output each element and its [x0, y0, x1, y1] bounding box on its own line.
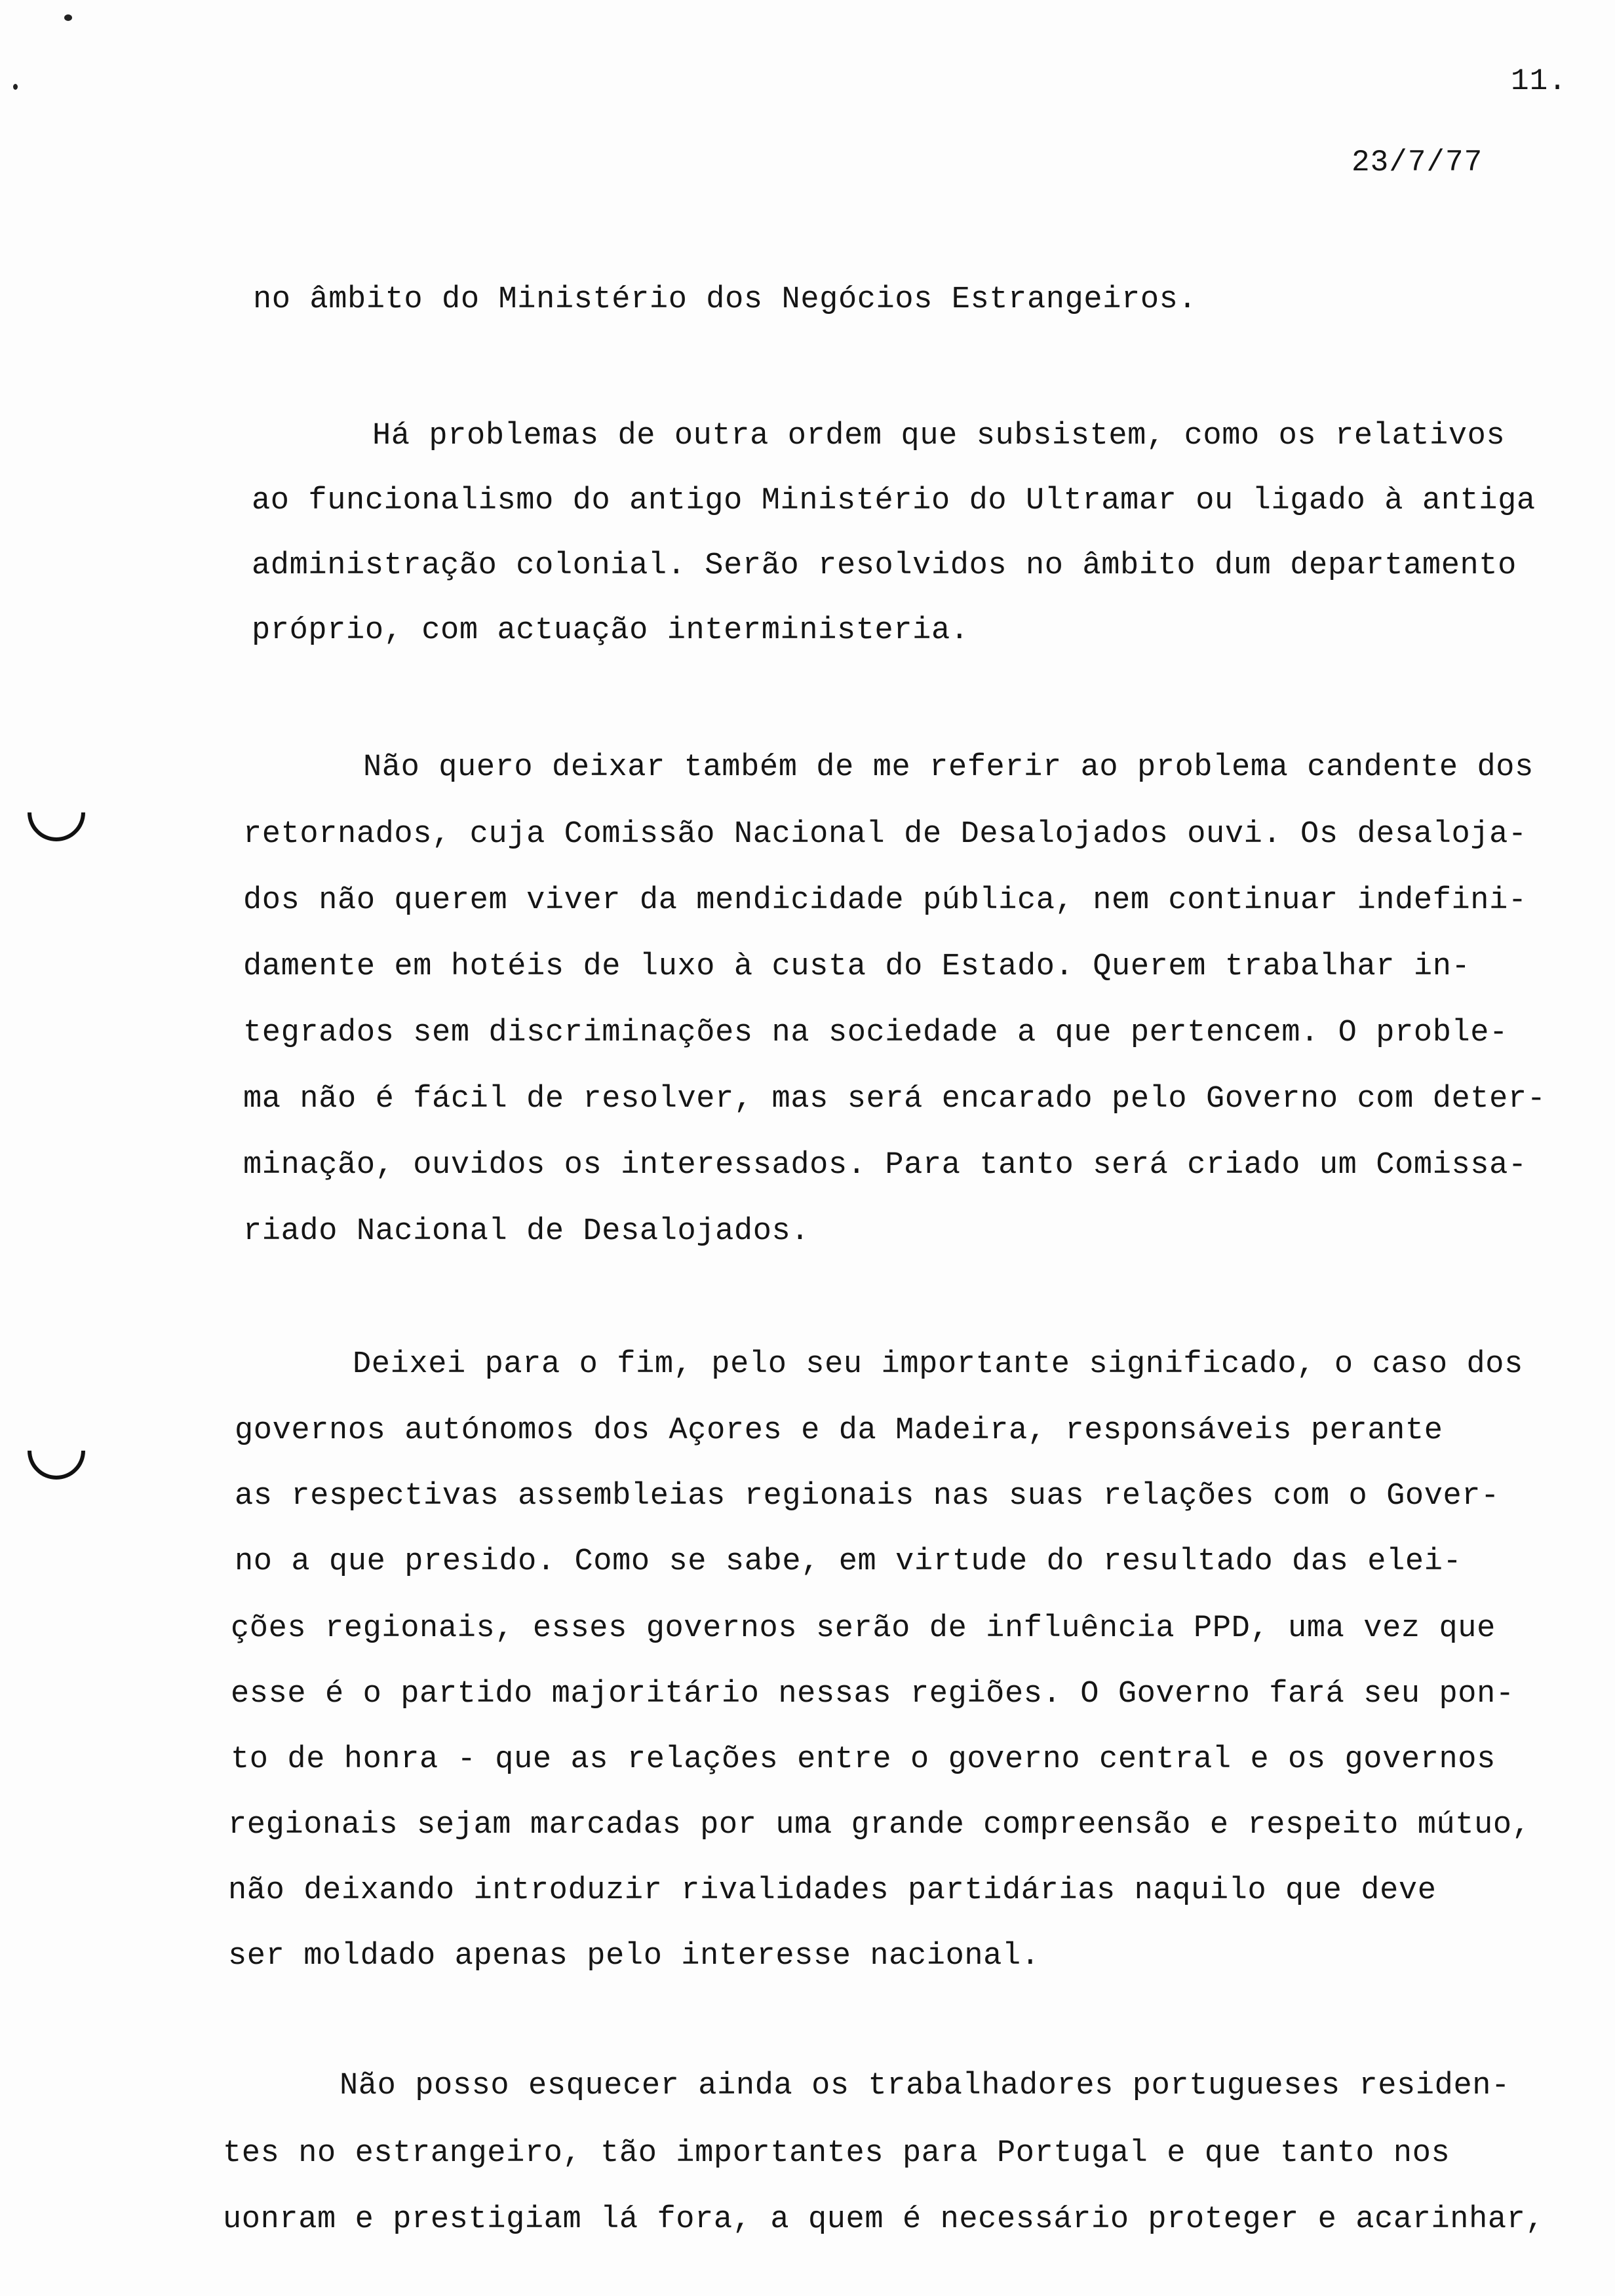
text-line: próprio, com actuação interministeria.: [252, 613, 969, 648]
text-line: Não quero deixar também de me referir ao problema candente dos: [363, 750, 1534, 785]
text-line: uonram e prestigiam lá fora, a quem é necessário proteger e acarinhar,: [223, 2202, 1545, 2237]
text-line: Deixei para o fim, pelo seu importante significado, o caso dos: [353, 1347, 1523, 1382]
margin-mark-top: [64, 14, 72, 21]
text-line: ma não é fácil de resolver, mas será encarado pelo Governo com deter-: [243, 1082, 1546, 1117]
text-line: Não posso esquecer ainda os trabalhadores portugueses residen-: [340, 2069, 1510, 2103]
binding-mark-upper: [16, 772, 97, 853]
text-line: riado Nacional de Desalojados.: [243, 1214, 810, 1249]
binding-mark-lower: [16, 1410, 97, 1491]
text-line: ao funcionalismo do antigo Ministério do Ultramar ou ligado à antiga: [252, 484, 1536, 518]
document-date: 23/7/77: [1352, 145, 1483, 180]
text-line: as respectivas assembleias regionais nas suas relações com o Gover-: [235, 1479, 1500, 1514]
text-line: esse é o partido majoritário nessas regiões. O Governo fará seu pon-: [231, 1677, 1515, 1712]
text-line: administração colonial. Serão resolvidos no âmbito dum departamento: [252, 548, 1517, 583]
margin-mark-side: [13, 84, 18, 90]
text-line: Há problemas de outra ordem que subsistem, como os relativos: [372, 419, 1506, 453]
text-line: não deixando introduzir rivalidades partidárias naquilo que deve: [228, 1873, 1437, 1908]
text-line: damente em hotéis de luxo à custa do Estado. Querem trabalhar in-: [243, 949, 1471, 984]
text-line: ções regionais, esses governos serão de influência PPD, uma vez que: [231, 1611, 1496, 1646]
text-line: regionais sejam marcadas por uma grande compreensão e respeito mútuo,: [228, 1808, 1531, 1843]
page-number: 11.: [1511, 64, 1567, 98]
text-line: tegrados sem discriminações na sociedade a que pertencem. O proble-: [243, 1016, 1508, 1050]
text-line: minação, ouvidos os interessados. Para tanto será criado um Comissa-: [243, 1148, 1527, 1183]
text-line: to de honra - que as relações entre o governo central e os governos: [231, 1742, 1496, 1777]
text-line: ser moldado apenas pelo interesse nacional.: [228, 1939, 1040, 1974]
text-line: tes no estrangeiro, tão importantes para Portugal e que tanto nos: [223, 2136, 1450, 2171]
text-line: retornados, cuja Comissão Nacional de Desalojados ouvi. Os desaloja-: [243, 817, 1527, 852]
text-line: no a que presido. Como se sabe, em virtude do resultado das elei-: [235, 1544, 1462, 1579]
text-line: no âmbito do Ministério dos Negócios Estrangeiros.: [253, 282, 1197, 317]
text-line: dos não querem viver da mendicidade pública, nem continuar indefini-: [243, 883, 1527, 918]
text-line: governos autónomos dos Açores e da Madeira, responsáveis perante: [235, 1413, 1443, 1448]
